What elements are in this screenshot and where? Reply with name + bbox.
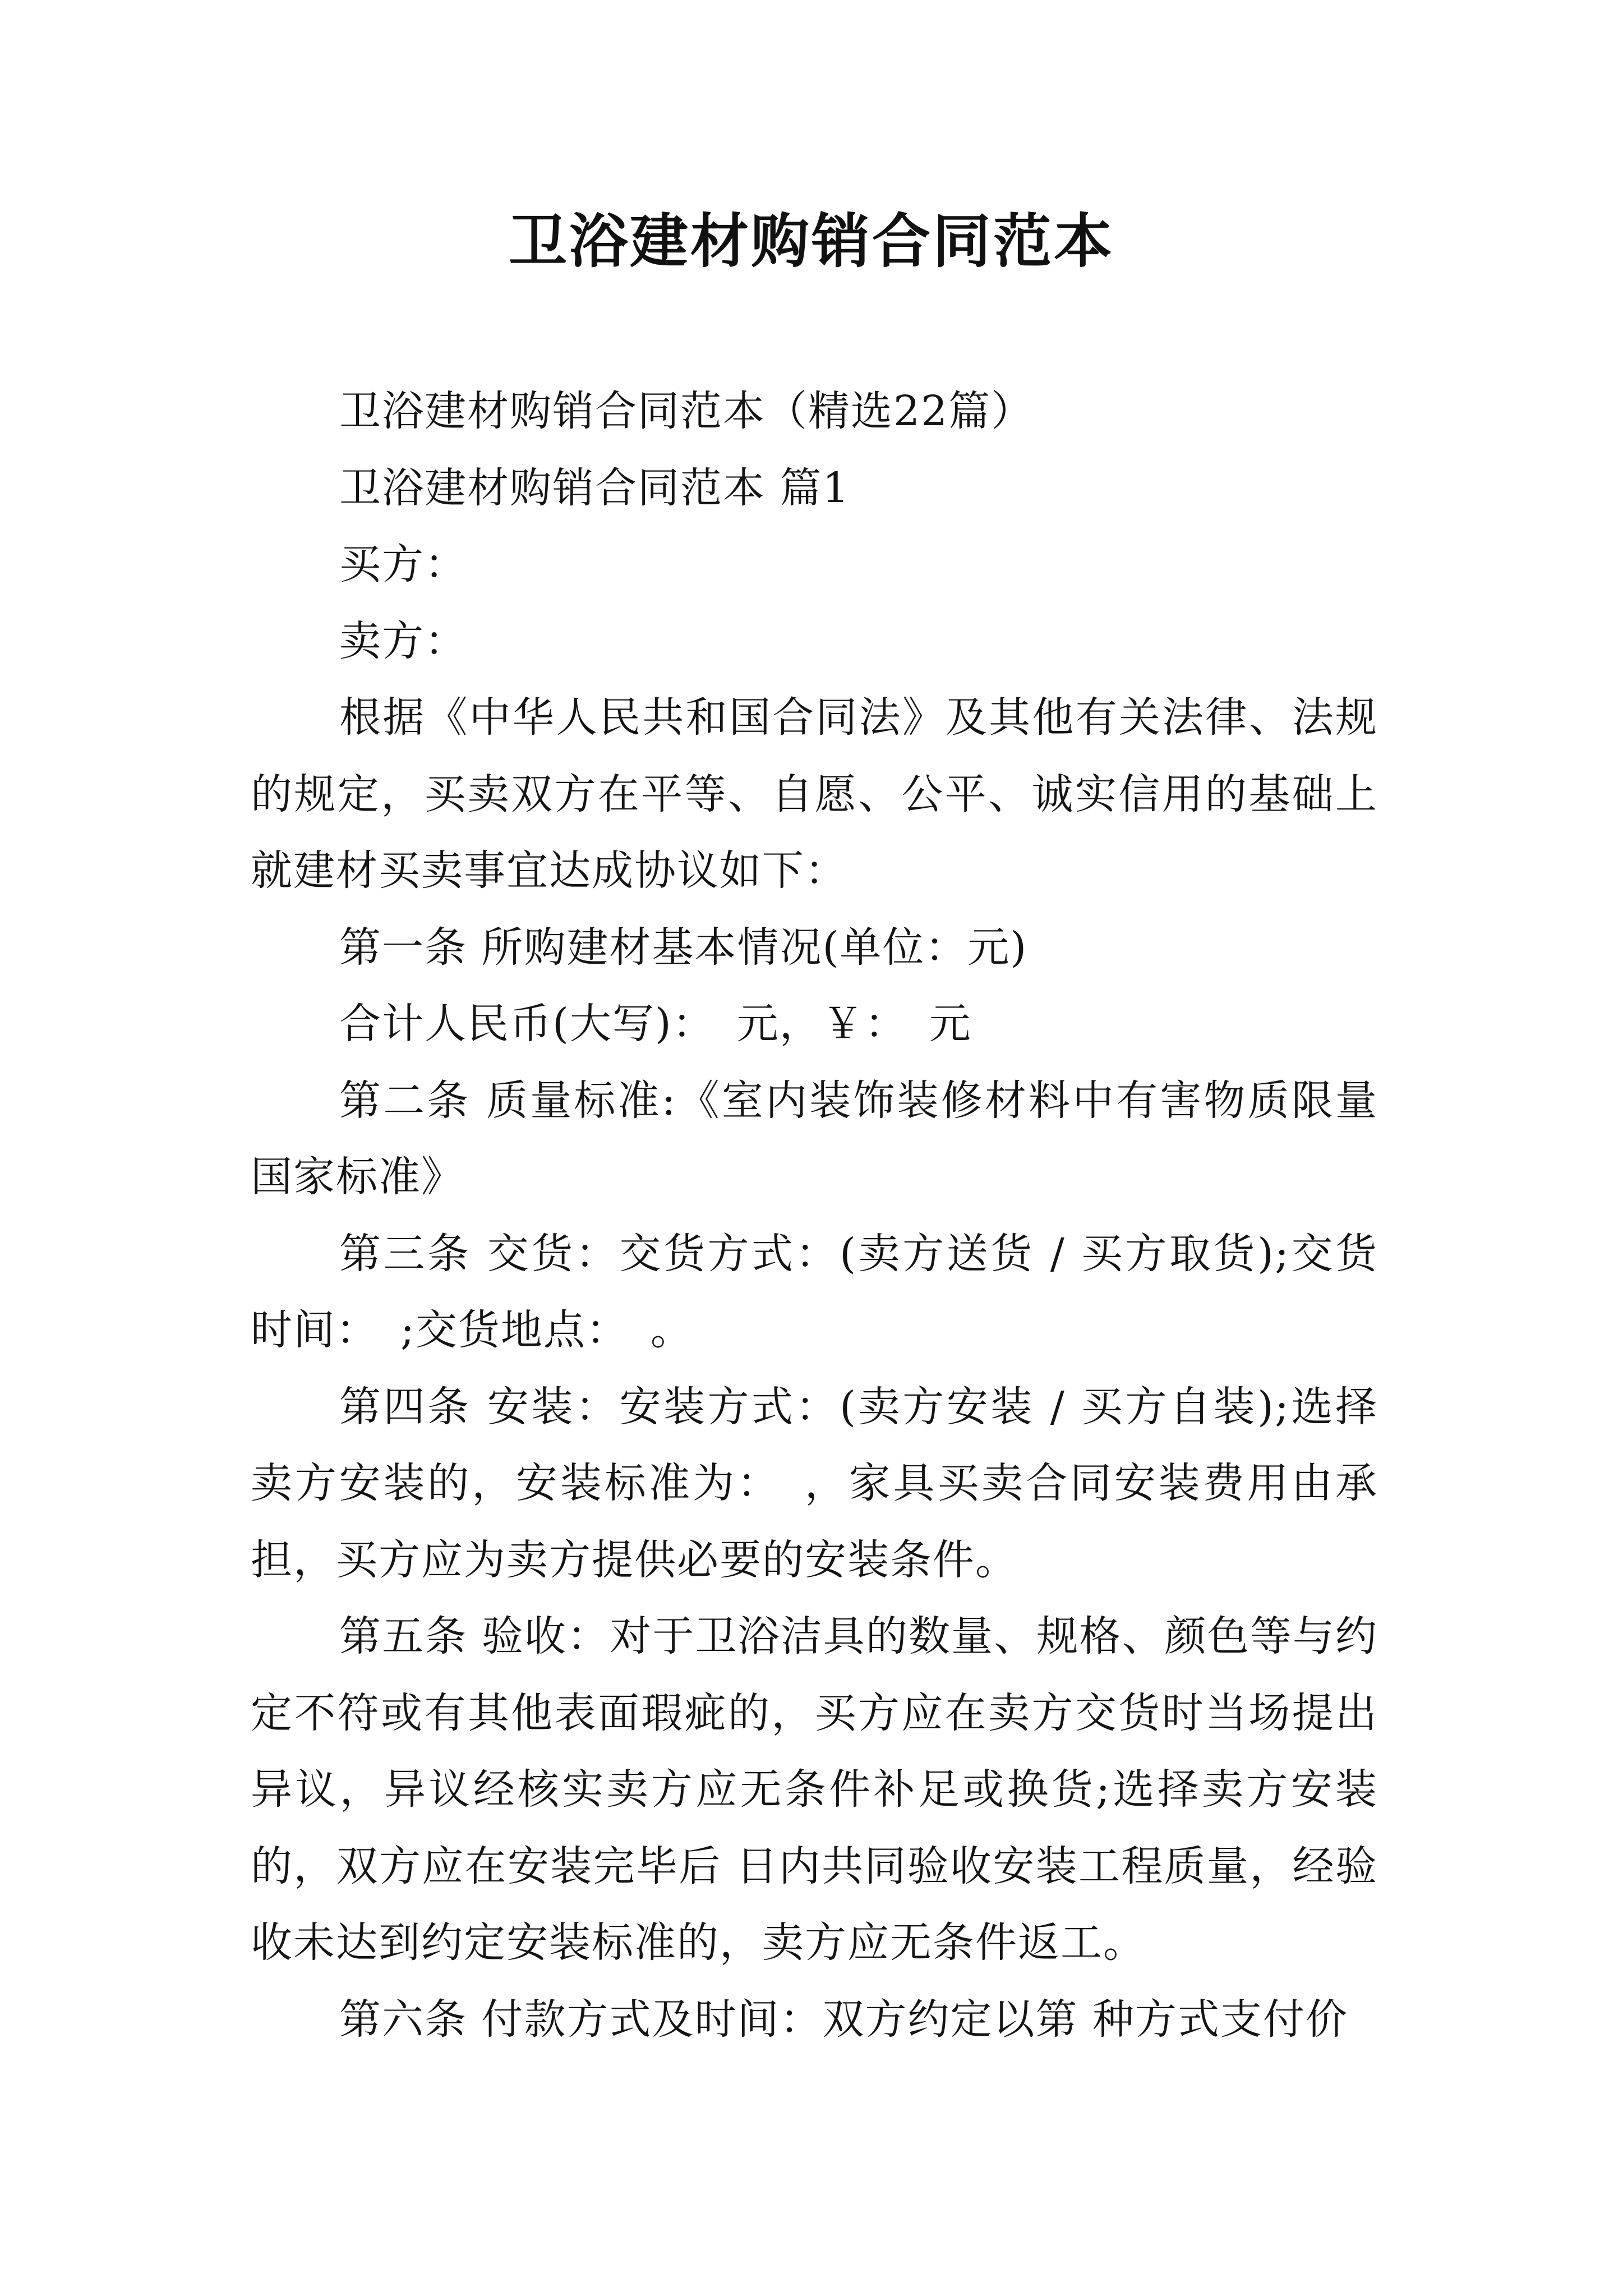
paragraph-total-amount: 合计人民币(大写)： 元，￥： 元: [339, 1000, 972, 1048]
paragraph-clause-5: 第五条 验收：对于卫浴洁具的数量、规格、颜色等与约定不符或有其他表面瑕疵的，买方应在卖方交货时当场提出异议，异议经核实卖方应无条件补足或换货;选择卖方安装的，双方应在安装完毕后 日内共同验收安装工程质量，经验收未达到约定安装标准的，卖方应无条件返工。: [251, 1612, 1378, 1967]
paragraph-seller: 卖方：: [339, 616, 467, 665]
paragraph-collection-title: 卫浴建材购销合同范本（精选22篇）: [339, 387, 1034, 435]
document-title: 卫浴建材购销合同范本: [508, 206, 1114, 275]
paragraph-clause-6: 第六条 付款方式及时间：双方约定以第 种方式支付价: [339, 1995, 1349, 2044]
paragraph-clause-1: 第一条 所购建材基本情况(单位：元): [339, 923, 1028, 972]
paragraph-clause-2: 第二条 质量标准:《室内装饰装修材料中有害物质限量国家标准》: [251, 1076, 1378, 1201]
paragraph-preamble: 根据《中华人民共和国合同法》及其他有关法律、法规的规定，买卖双方在平等、自愿、公平、诚实信用的基础上就建材买卖事宜达成协议如下：: [251, 693, 1378, 895]
paragraph-clause-3: 第三条 交货：交货方式：(卖方送货 / 买方取货);交货时间： ;交货地点： 。: [251, 1229, 1378, 1354]
paragraph-buyer: 买方：: [339, 540, 467, 588]
paragraph-article-heading: 卫浴建材购销合同范本 篇1: [339, 463, 850, 512]
document-body: [251, 373, 1378, 2058]
paragraph-clause-4: 第四条 安装：安装方式：(卖方安装 / 买方自装);选择卖方安装的，安装标准为： ，家具买卖合同安装费用由承担，买方应为卖方提供必要的安装条件。: [251, 1382, 1378, 1584]
